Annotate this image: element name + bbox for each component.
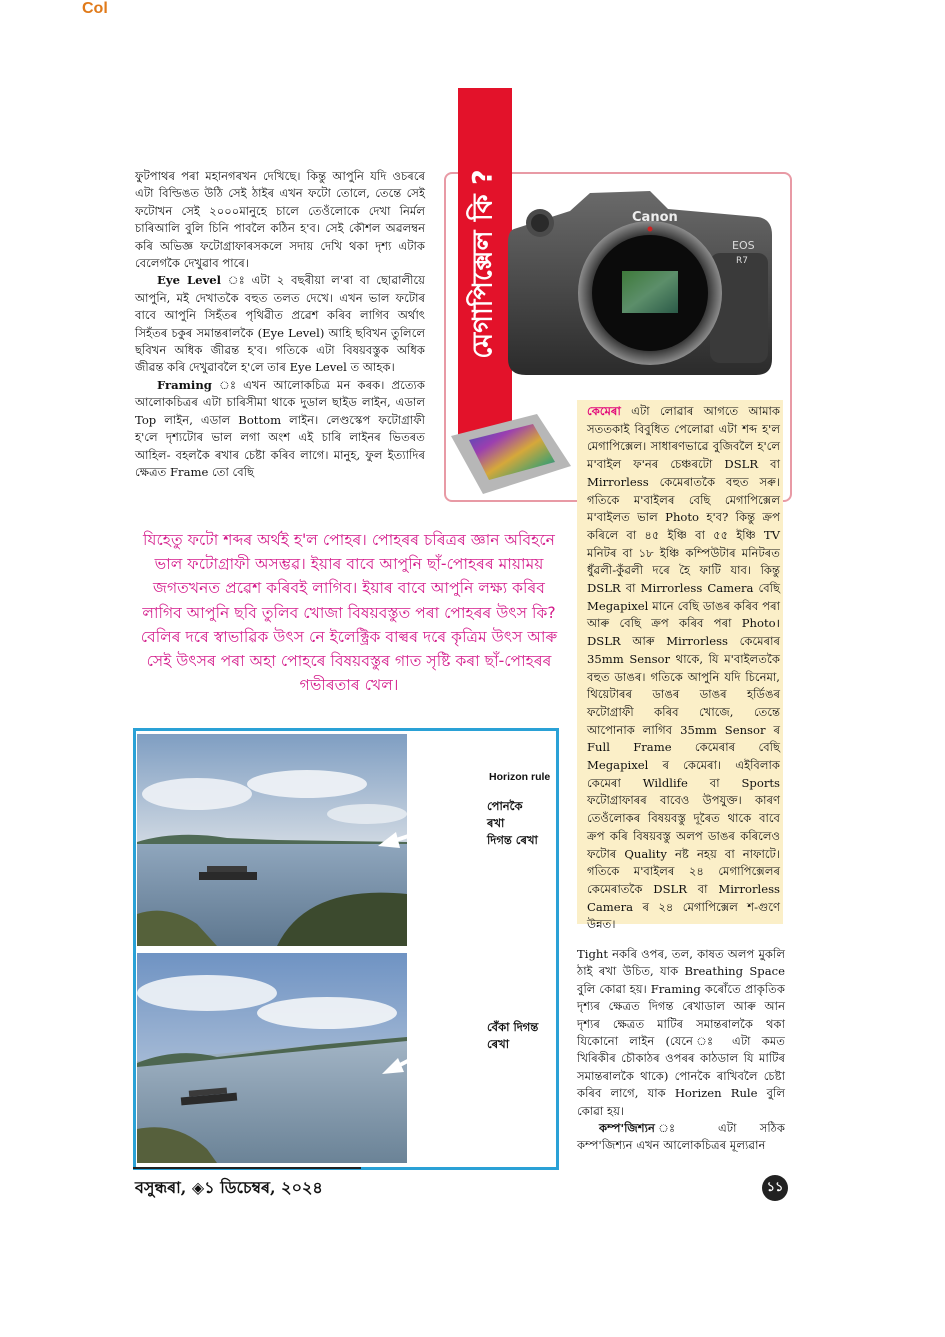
eye-level-paragraph	[135, 272, 425, 376]
pull-quote: যিহেতু ফটো শব্দৰ অৰ্থই হ'ল পোহৰ। পোহৰৰ চৰিত্ৰৰ জ্ঞান অবিহনে ভাল ফটোগ্ৰাফী অসম্ভৱ। ইয়াৰ বাবে আপুনি ছাঁ-পোহৰৰ মায়াময় জগতখনত প্ৰৱেশ কৰিবই লাগিব। ইয়াৰ বাবে আপুনি লক্ষ্য কৰিব লাগিব আপুনি ছবি তুলিব খোজা বিষয়বস্তুত পৰা পোহৰৰ উৎস কি? বেলিৰ দৰে স্বাভাৱিক উৎস নে ইলেক্ট্ৰিক বাল্বৰ দৰে কৃত্ৰিম উৎস আৰু সেই উৎসৰ পৰা অহা পোহৰে বিষয়বস্তুৰ গাত সৃষ্টি কৰা ছাঁ-পোহৰৰ গভীৰতাৰ খেল।	[140, 531, 558, 695]
label-line: ৰখা	[487, 816, 505, 830]
info-box-text	[587, 403, 780, 934]
info-box-body: এটা লোৱাৰ আগতে আমাক সততকাই বিবুধিত পেলোৱা এটা শব্দ হ'ল মেগাপিক্সেল। সাধাৰণভাৱে বুজিবলৈ হ'লে ম'বাইল ফ'নৰ চেঞ্চৰটো DSLR বা Mirrorless কেমেৰাতকৈ বহুত সৰু। গতিকে ম'বাইলৰ বেছি মেগাপিক্সেল ম'বাইলত ভাল Photo হ'ব? কিন্তু ক্ৰপ কৰিলে বা ৪৫ ইঞ্চি বা ৫৫ ইঞ্চি TV মনিটৰ বা ১৮ ইঞ্চি কম্পিউটাৰ মনিটৰত ধুঁৱলী-কুঁৱলী দৰে হৈ ফাটি যাব। কিন্তু DSLR বা Mirrorless Camera বেছি Megapixel মানে বেছি ডাঙৰ কৰিব পৰা আৰু বেছি ক্ৰপ কৰিব পৰা Photo। DSLR আৰু Mirrorless কেমেৰাৰ 35mm Sensor থাকে, যি ম'বাইলতকৈ বহুত ডাঙৰ। গতিকে আপুনি যদি চিনেমা, থিয়েটাৰৰ ডাঙৰ ডাঙৰ হৰ্ডিঙৰ ফটোগ্ৰাফী কৰিব খোজে, তেন্তে আপোনাক লাগিব 35mm Sensor ৰ Full Frame কেমেৰাৰ বেছি Megapixel ৰ কেমেৰা। এইবিলাক কেমেৰা Wildlife বা Sports ফটোগ্ৰাফাৰৰ বাবেও উপযুক্ত। কাৰণ তেওঁলোকৰ বিষয়বস্তু দূৰৈত থাকে বাবে ক্ৰপ কৰি বিষয়বস্তু অলপ ডাঙৰ কৰিলেও ফটোৰ Quality নষ্ট নহয় বা নাফাটে। গতিকে ম'বাইলৰ ২৪ মেগাপিক্সেলৰ কেমেৰাতকৈ DSLR বা Mirrorless Camera ৰ ২৪ মেগাপিক্সেল শ-গুণে উন্নত।	[587, 404, 780, 932]
arrow-crooked-icon	[380, 1022, 480, 1078]
term-eye-level: Eye Level	[157, 273, 222, 288]
composition-text: ঃ এটা সঠিক কম্প'জিশ্যন এখন আলোকচিত্ৰৰ মূল্যৱান	[577, 1121, 785, 1153]
label-line: দিগন্ত ৰেখা	[487, 833, 538, 847]
composition-paragraph	[577, 1120, 785, 1155]
camera-submodel: R7	[736, 256, 748, 266]
footer-publication: বসুন্ধৰা, ◈১ ডিচেম্বৰ, ২০২৪	[135, 1178, 323, 1197]
column-tag: Col	[82, 0, 108, 17]
left-column	[135, 168, 425, 481]
framing-text: ঃ এখন আলোকচিত্ৰ মন কৰক। প্ৰত্যেক আলোকচিত্ৰৰ এটা চাৰিসীমা থাকে দুডাল ছাইড লাইন, এডাল Top লাইন, এডাল Bottom লাইন। লেণ্ডস্কেপ ফটোগ্ৰাফী হ'লে দৃশ্যটোৰ ভাল লগা অংশ এই চাৰি লাইনৰ ভিতৰত আহিল- বহলকৈ ৰখাৰ চেষ্টা কৰিব লাগে। মানুহ, ফুল ইত্যাদিৰ ক্ষেত্ৰত Frame তো বেছি	[135, 377, 425, 479]
horizon-crooked-photo	[137, 953, 407, 1163]
crooked-horizon-label	[487, 1019, 538, 1053]
term-framing: Framing	[157, 377, 212, 392]
camera-model: EOS	[732, 239, 755, 252]
horizon-straight-photo	[137, 734, 407, 946]
label-line: ৰেখা	[487, 1037, 510, 1051]
page-number: ১১	[762, 1175, 788, 1201]
term-composition: কম্প'জিশ্যন	[599, 1121, 655, 1136]
label-line: পোনকৈ	[487, 799, 523, 813]
sidebar-title: মেগাপিক্সেল কি ?	[467, 169, 499, 359]
paragraph: Tight নকৰি ওপৰ, তল, কাষত অলপ মুকলি ঠাই ৰখা উচিত, যাক Breathing Space বুলি কোৱা হয়। Framing কৰোঁতে প্ৰাকৃতিক দৃশ্যৰ ক্ষেত্ৰত দিগন্ত ৰেখাডাল আৰু আন দৃশ্যৰ ক্ষেত্ৰত মাটিৰ সমান্তৰালকৈ থকা যিকোনো লাইন (যেনে ঃ এটা কমত খিৰিকীৰ চৌকাঠৰ ওপৰৰ কাঠডাল যি মাটিৰ সমান্তৰালকৈ থাকে) পোনকৈ ৰাখিবলৈ চেষ্টা কৰিব লাগে, যাক Horizen Rule বুলি কোৱা হয়।	[577, 947, 785, 1118]
info-box-highlight: কেমেৰা	[587, 404, 621, 418]
camera-image	[500, 183, 780, 383]
footer-rule	[133, 1167, 361, 1169]
eye-level-text: ঃ এটা ২ বছৰীয়া ল'ৰা বা ছোৱালীয়ে আপুনি, মই দেখাতকৈ বহুত তলত দেখে। এখন ভাল ফটোৰ বাবে আপুনি সিহঁতৰ পৃথিৱীত প্ৰৱেশ কৰিব লাগিব অৰ্থাৎ সিহঁতৰ চকুৰ সমান্তৰালকৈ (Eye Level) আহি ছবিখন তুলিলে ছবিখন অধিক জীৱন্ত হ'ব। গতিকে এটা বিষয়বস্তুক অধিক জীৱন্ত কৰি দেখুৱাবলৈ হ'লে তাৰ Eye Level ত আহক।	[135, 273, 425, 375]
arrow-straight-icon	[376, 808, 486, 850]
paragraph: ফুটপাথৰ পৰা মহানগৰখন দেখিছে। কিন্তু আপুনি যদি ওচৰৰে এটা বিল্ডিঙত উঠি সেই ঠাইৰ এখন ফটো তোলে, তেন্তে সেই ফটোখন সেই ২০০০মানুহে চালে তেওঁলোকে দেখা নির্মল চাৰিআলি বুলি চিনি পাবলৈ কঠিন হ'ব। সেই কৌশল অৱলম্বন কৰি অভিজ্ঞ ফটোগ্ৰাফাৰসকলে সদায় দেখি থকা দৃশ্য এটাক বেলেগকৈ দেখুৱাব পাৰে।	[135, 169, 425, 271]
label-line: বেঁকা দিগন্ত	[487, 1020, 539, 1034]
right-bottom-column	[577, 946, 785, 1155]
sensor-chip-image	[445, 408, 575, 500]
horizon-rule-label: Horizon rule	[489, 771, 551, 783]
straight-horizon-label	[487, 798, 538, 849]
camera-brand: Canon	[632, 210, 678, 225]
framing-paragraph	[135, 377, 425, 481]
